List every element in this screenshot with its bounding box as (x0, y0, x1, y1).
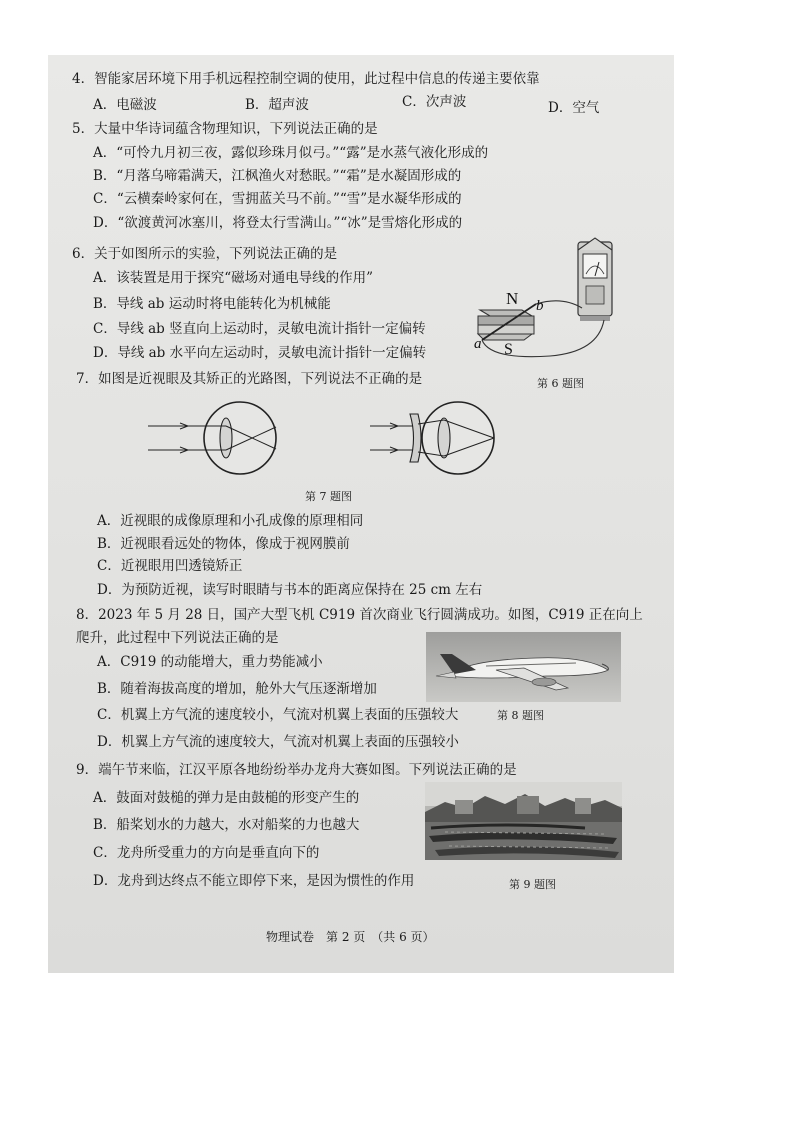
q9-option-b: B．船桨划水的力越大，水对船桨的力也越大 (93, 817, 360, 833)
q6-electromagnetic-figure (470, 236, 620, 361)
q6-option-d: D．导线 ab 水平向左运动时，灵敏电流计指针一定偏转 (93, 345, 427, 361)
q7-stem: 7．如图是近视眼及其矫正的光路图，下列说法不正确的是 (76, 371, 423, 387)
q4-option-b: B．超声波 (245, 97, 309, 113)
q6-stem: 6．关于如图所示的实验，下列说法正确的是 (72, 246, 338, 262)
q9-stem: 9．端午节来临，江汉平原各地纷纷举办龙舟大赛如图。下列说法正确的是 (76, 762, 517, 778)
q9-option-d: D．龙舟到达终点不能立即停下来，是因为惯性的作用 (93, 873, 415, 889)
q7-myopia-figure (140, 396, 520, 482)
q4-stem: 4．智能家居环境下用手机远程控制空调的使用，此过程中信息的传递主要依靠 (72, 71, 540, 87)
q4-option-d: D．空气 (548, 100, 600, 116)
q8-option-b: B．随着海拔高度的增加，舱外大气压逐渐增加 (97, 681, 377, 697)
q8-stem-line1: 8．2023 年 5 月 28 日，国产大型飞机 C919 首次商业飞行圆满成功。如图，C919 正在向上 (76, 607, 643, 623)
q6-label-a: a (474, 336, 482, 352)
q6-option-a: A．该装置是用于探究“磁场对通电导线的作用” (93, 270, 374, 286)
q4-option-a: A．电磁波 (93, 97, 157, 113)
q8-option-d: D．机翼上方气流的速度较大，气流对机翼上表面的压强较小 (97, 734, 459, 750)
q6-label-b: b (536, 298, 544, 314)
q8-stem-line2: 爬升，此过程中下列说法正确的是 (76, 630, 279, 646)
q8-option-c: C．机翼上方气流的速度较小，气流对机翼上表面的压强较大 (97, 707, 459, 723)
q7-option-d: D．为预防近视，读写时眼睛与书本的距离应保持在 25 cm 左右 (97, 582, 483, 598)
q6-label-n: N (506, 289, 519, 308)
q4-option-c: C．次声波 (402, 94, 467, 110)
page-footer: 物理试卷 第 2 页 （共 6 页） (266, 930, 435, 944)
q9-option-c: C．龙舟所受重力的方向是垂直向下的 (93, 845, 320, 861)
q8-option-a: A．C919 的动能增大，重力势能减小 (97, 654, 323, 670)
q8-airplane-photo (426, 632, 621, 702)
q5-option-b: B．“月落乌啼霜满天，江枫渔火对愁眠。”“霜”是水凝固形成的 (93, 168, 462, 184)
q7-option-a: A．近视眼的成像原理和小孔成像的原理相同 (97, 513, 364, 529)
q6-option-b: B．导线 ab 运动时将电能转化为机械能 (93, 296, 331, 312)
q6-figure-caption: 第 6 题图 (537, 377, 584, 390)
q5-option-a: A．“可怜九月初三夜，露似珍珠月似弓。”“露”是水蒸气液化形成的 (93, 145, 489, 161)
q5-option-c: C．“云横秦岭家何在，雪拥蓝关马不前。”“雪”是水凝华形成的 (93, 191, 462, 207)
q6-option-c: C．导线 ab 竖直向上运动时，灵敏电流计指针一定偏转 (93, 321, 426, 337)
q5-option-d: D．“欲渡黄河冰塞川，将登太行雪满山。”“冰”是雪熔化形成的 (93, 215, 463, 231)
q7-figure-caption: 第 7 题图 (305, 490, 352, 503)
q9-figure-caption: 第 9 题图 (509, 878, 556, 891)
q7-option-b: B．近视眼看远处的物体，像成于视网膜前 (97, 536, 350, 552)
q7-option-c: C．近视眼用凹透镜矫正 (97, 558, 243, 574)
q9-dragon-boat-photo (425, 782, 622, 860)
q6-label-s: S (504, 341, 513, 358)
q5-stem: 5．大量中华诗词蕴含物理知识，下列说法正确的是 (72, 121, 378, 137)
q9-option-a: A．鼓面对鼓槌的弹力是由鼓槌的形变产生的 (93, 790, 360, 806)
q8-figure-caption: 第 8 题图 (497, 709, 544, 722)
